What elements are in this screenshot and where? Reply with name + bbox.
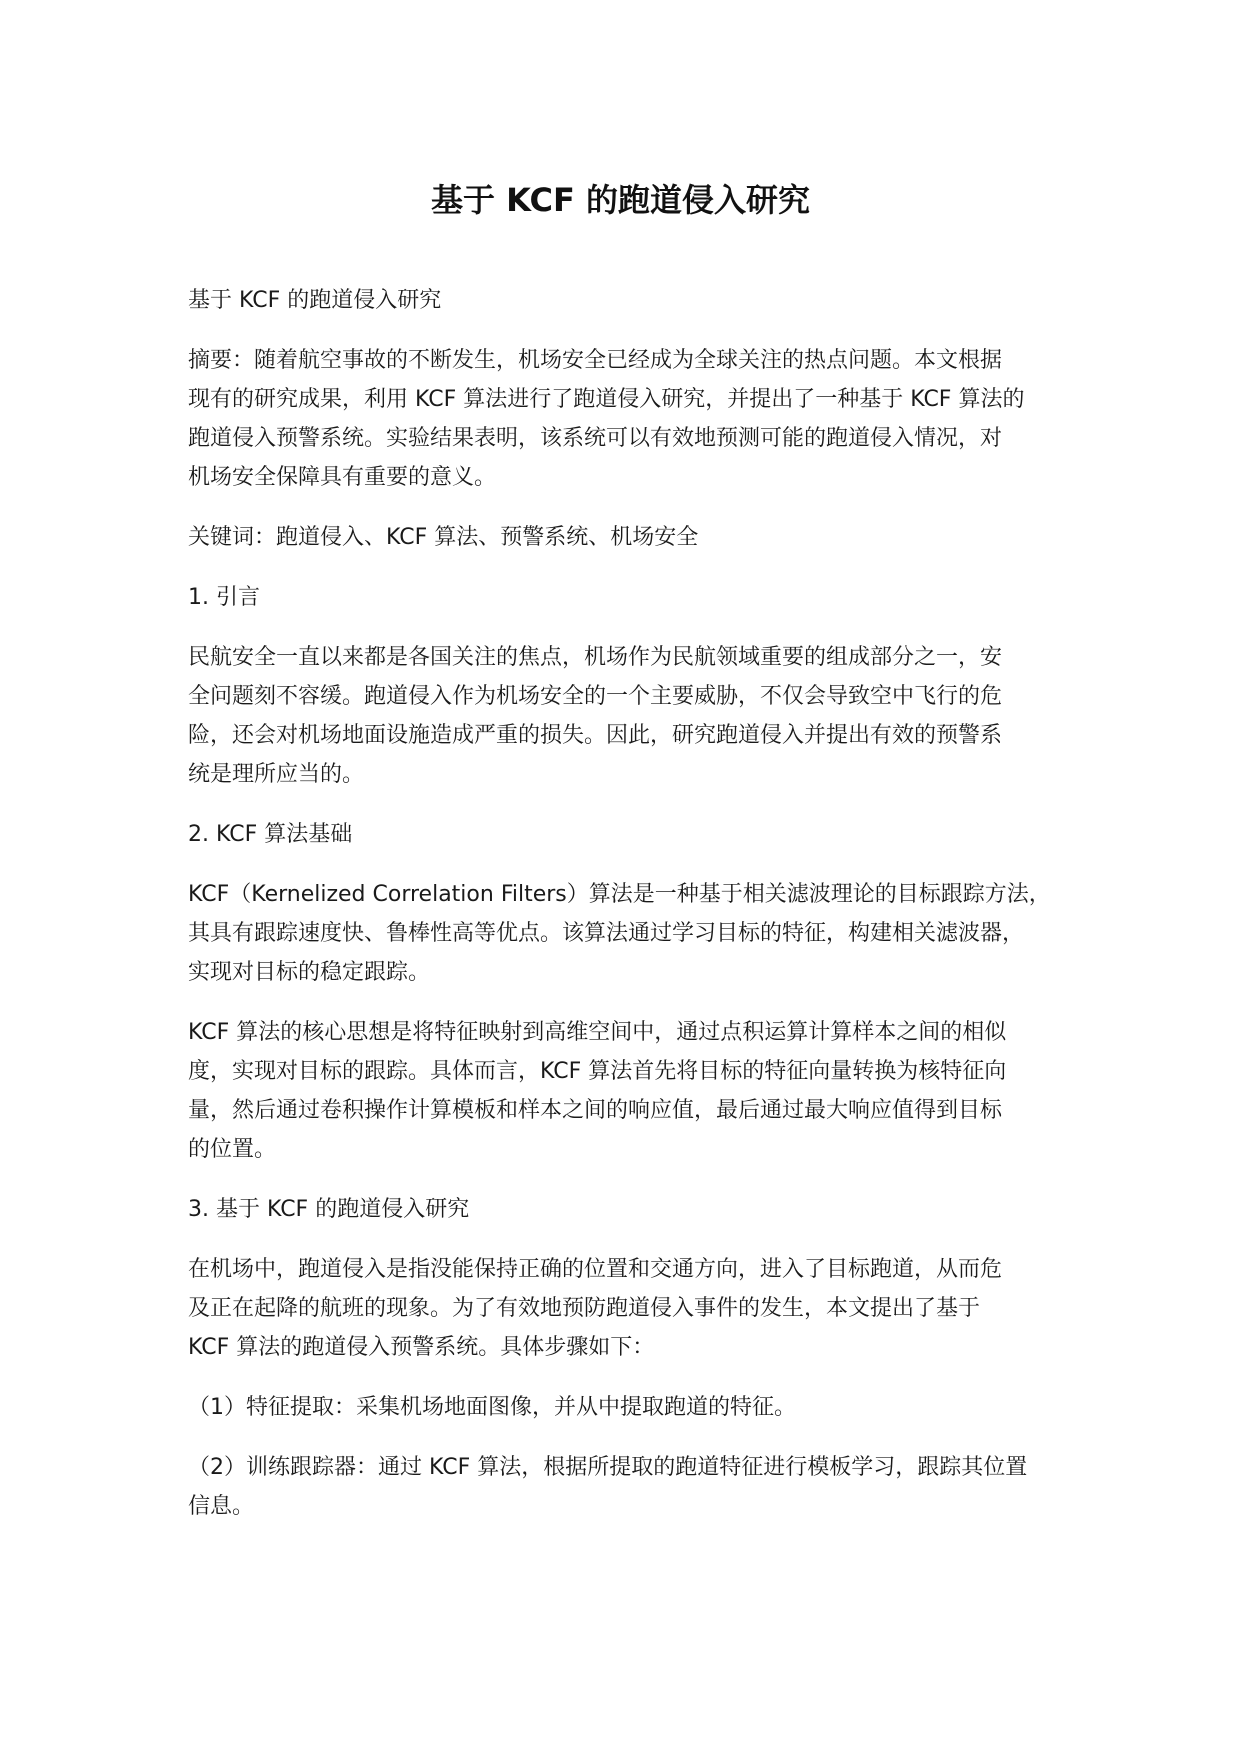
text-line: 统是理所应当的。: [188, 762, 365, 787]
keywords-paragraph: [188, 518, 1068, 557]
text-line: 基于 KCF 的跑道侵入研究: [188, 288, 442, 313]
kcf-core-idea-paragraph: [188, 1013, 1068, 1169]
text-line: 民航安全一直以来都是各国关注的焦点，机场作为民航领域重要的组成部分之一，安: [188, 645, 1003, 670]
step-2-paragraph: [188, 1448, 1068, 1526]
text-line: 及正在起降的航班的现象。为了有效地预防跑道侵入事件的发生，本文提出了基于: [188, 1296, 981, 1321]
text-line: KCF 算法的核心思想是将特征映射到高维空间中，通过点积运算计算样本之间的相似: [188, 1020, 1007, 1045]
introduction-paragraph: [188, 638, 1068, 794]
text-line: 在机场中，跑道侵入是指没能保持正确的位置和交通方向，进入了目标跑道，从而危: [188, 1257, 1003, 1282]
section-heading-kcf-basics: [188, 815, 1068, 854]
step-1-paragraph: [188, 1388, 1068, 1427]
abstract-paragraph: [188, 341, 1068, 497]
text-line: 险，还会对机场地面设施造成严重的损失。因此，研究跑道侵入并提出有效的预警系: [188, 723, 1003, 748]
subtitle-paragraph: [188, 281, 1068, 320]
section-heading-introduction: [188, 578, 1068, 617]
text-line: 全问题刻不容缓。跑道侵入作为机场安全的一个主要威胁，不仅会导致空中飞行的危: [188, 684, 1003, 709]
text-line: 跑道侵入预警系统。实验结果表明，该系统可以有效地预测可能的跑道侵入情况，对: [188, 426, 1003, 451]
text-line: 实现对目标的稳定跟踪。: [188, 960, 431, 985]
text-line: 3. 基于 KCF 的跑道侵入研究: [188, 1197, 470, 1222]
text-line: （1）特征提取：采集机场地面图像，并从中提取跑道的特征。: [188, 1395, 796, 1420]
text-line: KCF 算法的跑道侵入预警系统。具体步骤如下：: [188, 1335, 655, 1360]
text-line: 其具有跟踪速度快、鲁棒性高等优点。该算法通过学习目标的特征，构建相关滤波器，: [188, 921, 1025, 946]
document-body: [188, 281, 1068, 1547]
text-line: KCF（Kernelized Correlation Filters）算法是一种基于相关滤波理论的目标跟踪方法，: [188, 882, 1051, 907]
text-line: 信息。: [188, 1494, 255, 1519]
text-line: 1. 引言: [188, 585, 260, 610]
text-line: （2）训练跟踪器：通过 KCF 算法，根据所提取的跑道特征进行模板学习，跟踪其位置: [188, 1455, 1028, 1480]
text-line: 现有的研究成果，利用 KCF 算法进行了跑道侵入研究，并提出了一种基于 KCF 算法的: [188, 387, 1025, 412]
kcf-definition-paragraph: [188, 875, 1068, 992]
section-heading-runway-research: [188, 1190, 1068, 1229]
text-line: 关键词：跑道侵入、KCF 算法、预警系统、机场安全: [188, 525, 699, 550]
text-line: 的位置。: [188, 1137, 277, 1162]
runway-research-paragraph: [188, 1250, 1068, 1367]
text-line: 2. KCF 算法基础: [188, 822, 353, 847]
text-line: 机场安全保障具有重要的意义。: [188, 465, 497, 490]
text-line: 度，实现对目标的跟踪。具体而言，KCF 算法首先将目标的特征向量转换为核特征向: [188, 1059, 1007, 1084]
text-line: 量，然后通过卷积操作计算模板和样本之间的响应值，最后通过最大响应值得到目标: [188, 1098, 1003, 1123]
text-line: 摘要：随着航空事故的不断发生，机场安全已经成为全球关注的热点问题。本文根据: [188, 348, 1003, 373]
page-title: 基于 KCF 的跑道侵入研究: [431, 181, 810, 219]
